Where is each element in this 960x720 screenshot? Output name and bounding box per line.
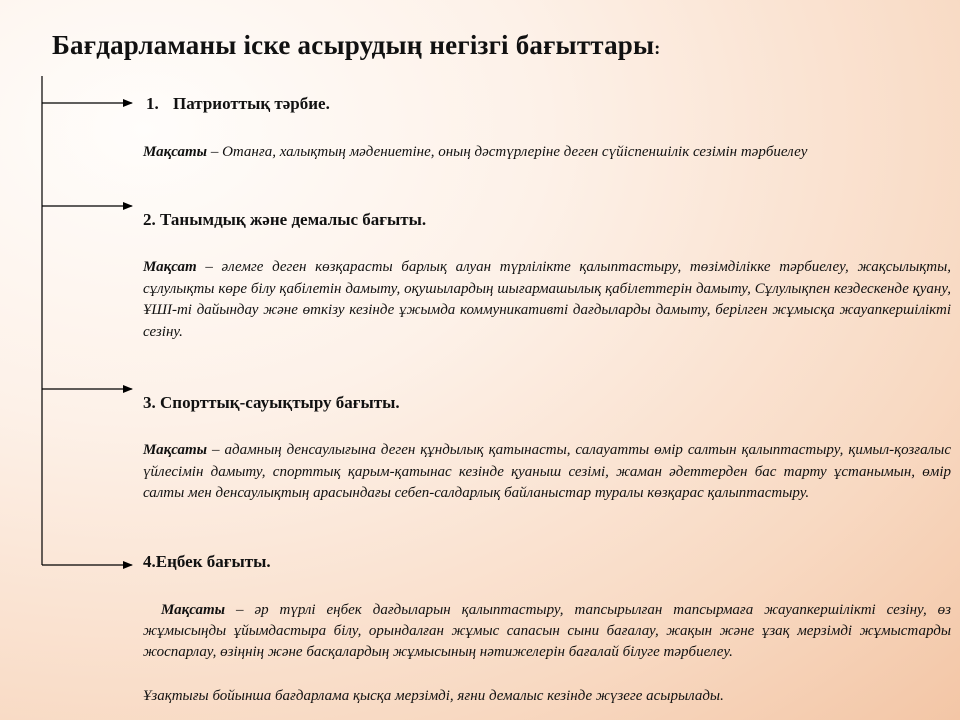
section-3-heading: 3. Спорттық-сауықтыру бағыты. xyxy=(143,393,400,412)
section-3-goal-label: Мақсаты xyxy=(143,442,208,458)
program-duration-note: Ұзақтығы бойынша бағдарлама қысқа мерзімді, яғни демалыс кезінде жүзеге асырылады. xyxy=(143,688,724,704)
section-1-goal-text: – Отанға, халықтың мәдениетіне, оның дәстүрлеріне деген сүйіспеншілік сезімін тәрбиелеу xyxy=(207,144,808,160)
section-1-goal xyxy=(143,142,951,164)
section-1-number: 1. xyxy=(146,94,159,113)
title-text: Бағдарламаны іске асырудың негізгі бағыттары xyxy=(52,30,655,60)
section-4-goal-text: – әр түрлі еңбек дағдыларын қалыптастыру, тапсырылған тапсырмаға жауапкершілікті сезіну, өз жұмысыңды ұйымдастыра білу, орындалған жұмыс сапасын сыни бағалау, жақын және ұзақ мерзімді жұмыстарды жоспарлау, өзіңнің және басқалардың жұмысының нәтижелерін бағалай білуге тәрбиелеу. xyxy=(143,602,951,660)
section-2-goal xyxy=(143,257,951,343)
section-2-goal-label: Мақсат xyxy=(143,259,197,275)
section-1-heading-text: Патриоттық тәрбие. xyxy=(173,94,330,113)
section-1-heading xyxy=(146,94,330,114)
section-1-goal-label: Мақсаты xyxy=(143,144,208,160)
title-colon: : xyxy=(654,38,661,58)
section-3-goal-text: – адамның денсаулығына деген құндылық қатынасты, салауатты өмір салтын қалыптастыру, қимыл-қозғалыс үйлесімін дамыту, спорттық қарым-қатынас кезінде қуаныш сезімі, жаман әдеттерден бас тарту ұстанымын, өмір салты мен денсаулықтың арасындағы себеп-салдарлық байланыстар туралы көзқарас қалыптастыру. xyxy=(143,442,951,501)
section-4-heading: 4.Еңбек бағыты. xyxy=(143,552,271,571)
section-4-goal xyxy=(143,600,951,663)
section-3-goal xyxy=(143,440,951,505)
section-2-goal-text: – әлемге деген көзқарасты барлық алуан түрлілікте қалыптастыру, төзімділікке тәрбиелеу, жақсылықты, сұлулықты көре білу қабілетін дамыту, оқушылардың шығармашылық қабілеттерін дамыту, Сұлулықпен кездескенде қуану, ҰШІ-ті дайындау және өткізу кезінде ұжымда коммуникативті дағдыларды дамыту, берілген жұмысқа жауапкершілікті сезіну. xyxy=(143,259,951,340)
section-2-heading: 2. Танымдық және демалыс бағыты. xyxy=(143,210,427,229)
section-4-goal-label: Мақсаты xyxy=(161,602,226,618)
